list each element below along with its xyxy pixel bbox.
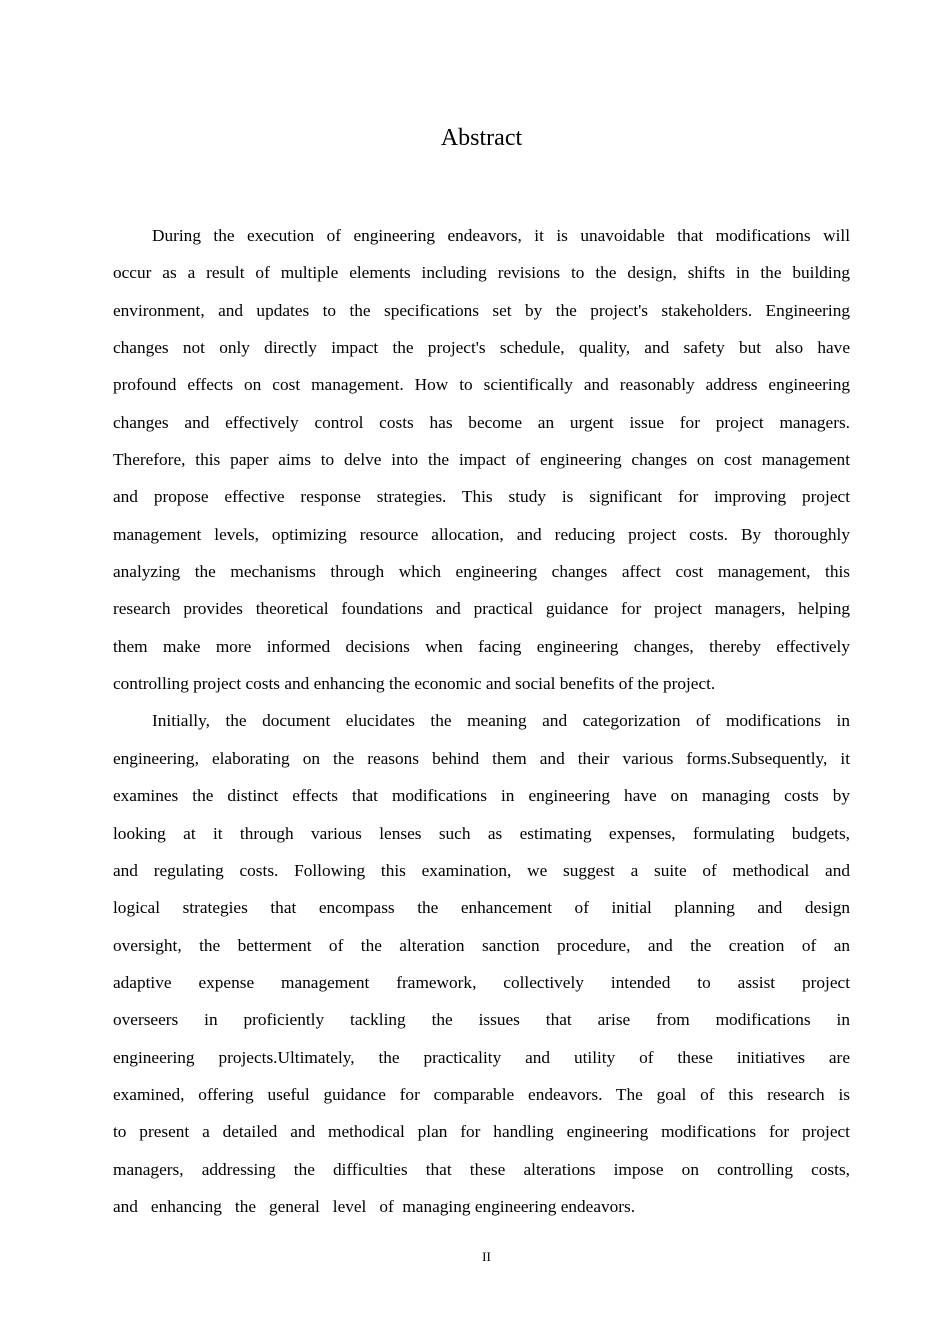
text-line: and propose effective response strategies. This study is significant for improving project xyxy=(113,487,850,507)
text-line: adaptive expense management framework, collectively intended to assist project xyxy=(113,972,850,992)
text-line: management levels, optimizing resource allocation, and reducing project costs. By thoroughly xyxy=(113,524,850,544)
page-number: II xyxy=(482,1249,491,1264)
text-line: controlling project costs and enhancing the economic and social benefits of the project. xyxy=(113,674,716,694)
text-line: managers, addressing the difficulties that these alterations impose on controlling costs, xyxy=(113,1159,850,1179)
text-line: Therefore, this paper aims to delve into the impact of engineering changes on cost management xyxy=(113,450,850,470)
text-line: engineering projects.Ultimately, the practicality and utility of these initiatives are xyxy=(113,1047,850,1067)
text-line: looking at it through various lenses such as estimating expenses, formulating budgets, xyxy=(113,823,850,843)
text-line: During the execution of engineering endeavors, it is unavoidable that modifications will xyxy=(152,226,850,245)
text-line: environment, and updates to the specifications set by the project's stakeholders. Engineering xyxy=(113,300,850,320)
page-title: Abstract xyxy=(440,125,523,151)
text-line: changes not only directly impact the project's schedule, quality, and safety but also have xyxy=(113,338,850,358)
text-line: engineering, elaborating on the reasons behind them and their various forms.Subsequently, it xyxy=(113,748,850,768)
text-line: them make more informed decisions when facing engineering changes, thereby effectively xyxy=(113,636,850,656)
text-line: Initially, the document elucidates the meaning and categorization of modifications in xyxy=(152,711,850,731)
text-line: oversight, the betterment of the alteration sanction procedure, and the creation of an xyxy=(113,935,850,955)
text-line: overseers in proficiently tackling the issues that arise from modifications in xyxy=(113,1010,850,1030)
text-line: logical strategies that encompass the enhancement of initial planning and design xyxy=(113,898,850,918)
text-line: research provides theoretical foundations and practical guidance for project managers, helping xyxy=(113,599,850,619)
text-line: and regulating costs. Following this examination, we suggest a suite of methodical and xyxy=(113,860,850,880)
text-line: and enhancing the general level of managing engineering endeavors. xyxy=(113,1196,636,1216)
paragraph xyxy=(113,222,850,707)
text-line: profound effects on cost management. How to scientifically and reasonably address engineering xyxy=(113,375,850,395)
text-line: examined, offering useful guidance for comparable endeavors. The goal of this research is xyxy=(113,1084,850,1104)
text-line: analyzing the mechanisms through which engineering changes affect cost management, this xyxy=(113,562,850,582)
abstract-body xyxy=(113,222,850,1230)
text-line: occur as a result of multiple elements including revisions to the design, shifts in the building xyxy=(113,263,850,283)
text-line: to present a detailed and methodical plan for handling engineering modifications for project xyxy=(113,1122,850,1142)
text-line: examines the distinct effects that modifications in engineering have on managing costs by xyxy=(113,786,850,806)
text-line: changes and effectively control costs has become an urgent issue for project managers. xyxy=(113,412,850,432)
paragraph xyxy=(113,707,850,1230)
